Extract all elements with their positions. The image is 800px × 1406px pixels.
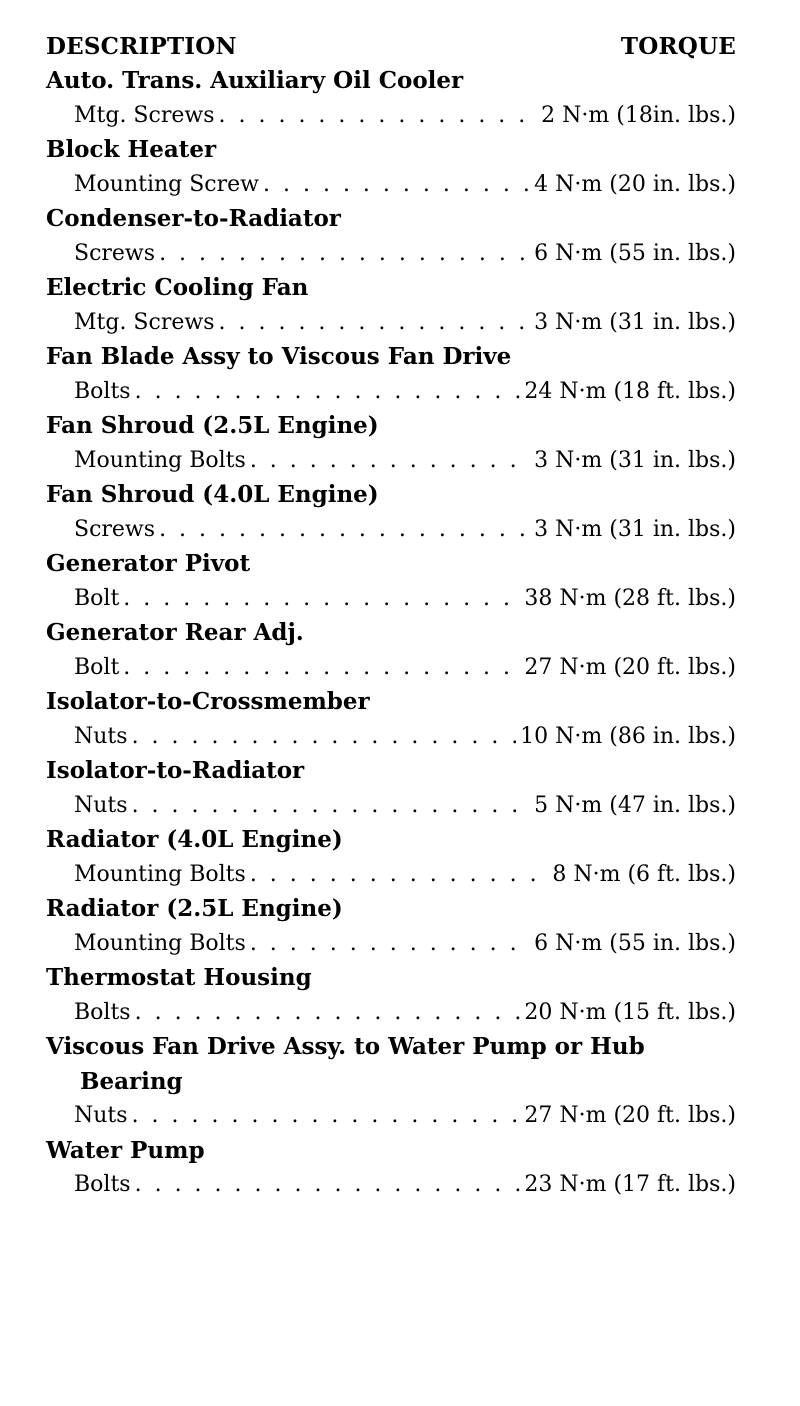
description-column-header: DESCRIPTION [46,33,237,60]
entry-title: Isolator-to-Crossmember [46,688,370,715]
entry-title: Isolator-to-Radiator [46,757,305,784]
dot-leader [135,375,521,410]
spec-row [46,789,736,824]
spec-row [46,168,736,203]
spec-row [46,306,736,341]
dot-leader [135,996,521,1031]
dot-leader [159,237,530,272]
entry-title: Generator Pivot [46,550,251,577]
spec-entry [46,1134,736,1203]
spec-row [46,858,736,893]
fastener-label: Mtg. Screws [74,102,215,128]
spec-row [46,1099,736,1134]
fastener-label: Mounting Bolts [74,447,246,473]
entry-title-line: Viscous Fan Drive Assy. to Water Pump or Hub [46,1033,645,1060]
spec-entry [46,1030,736,1134]
dot-leader [135,1168,521,1203]
fastener-label: Bolt [74,654,120,680]
entry-title: Fan Shroud (2.5L Engine) [46,412,379,439]
spec-entry [46,340,736,409]
spec-row [46,375,736,410]
entry-title: Radiator (4.0L Engine) [46,826,343,853]
spec-entry [46,616,736,685]
entry-title: Generator Rear Adj. [46,619,304,646]
fastener-label: Screws [74,240,156,266]
torque-value: 2 N·m (18in. lbs.) [541,102,736,128]
torque-value: 3 N·m (31 in. lbs.) [534,309,736,335]
spec-row [46,1168,736,1203]
torque-value: 3 N·m (31 in. lbs.) [534,447,736,473]
torque-value: 20 N·m (15 ft. lbs.) [524,999,736,1025]
entry-title: Radiator (2.5L Engine) [46,895,343,922]
spec-row [46,582,736,617]
dot-leader [159,513,530,548]
entry-title: Electric Cooling Fan [46,274,309,301]
torque-value: 6 N·m (55 in. lbs.) [534,930,736,956]
spec-row [46,99,736,134]
spec-entry [46,64,736,133]
torque-column-header: TORQUE [620,33,736,60]
spec-row [46,513,736,548]
fastener-label: Screws [74,516,156,542]
torque-value: 8 N·m (6 ft. lbs.) [552,861,736,887]
spec-entry [46,547,736,616]
torque-value: 27 N·m (20 ft. lbs.) [524,1103,736,1128]
dot-leader [219,306,531,341]
entry-title [46,1030,736,1099]
torque-value: 38 N·m (28 ft. lbs.) [524,585,736,611]
dot-leader [123,651,520,686]
torque-value: 23 N·m (17 ft. lbs.) [524,1172,736,1197]
spec-entry [46,754,736,823]
dot-leader [250,444,530,479]
fastener-label: Bolt [74,585,120,611]
spec-entry [46,478,736,547]
fastener-label: Nuts [74,792,128,818]
torque-value: 6 N·m (55 in. lbs.) [534,240,736,266]
torque-value: 24 N·m (18 ft. lbs.) [524,378,736,404]
spec-row [46,720,736,755]
dot-leader [132,720,517,755]
spec-entry [46,409,736,478]
fastener-label: Mounting Screw [74,171,259,197]
spec-entry [46,133,736,202]
fastener-label: Nuts [74,1103,128,1128]
fastener-label: Nuts [74,723,128,749]
torque-value: 4 N·m (20 in. lbs.) [534,171,736,197]
torque-value: 5 N·m (47 in. lbs.) [534,792,736,818]
table-header [46,30,736,64]
spec-row [46,651,736,686]
spec-entry [46,271,736,340]
torque-value: 3 N·m (31 in. lbs.) [534,516,736,542]
entry-title-continuation: Bearing [80,1067,183,1095]
spec-row [46,927,736,962]
spec-entry [46,823,736,892]
dot-leader [132,789,531,824]
entry-title: Water Pump [46,1136,205,1164]
dot-leader [219,99,538,134]
dot-leader [132,1099,521,1134]
entry-title: Fan Shroud (4.0L Engine) [46,481,379,508]
entry-title: Auto. Trans. Auxiliary Oil Cooler [46,67,464,94]
dot-leader [123,582,520,617]
dot-leader [250,858,549,893]
entry-title: Thermostat Housing [46,964,312,991]
spec-entry [46,202,736,271]
entry-title: Condenser-to-Radiator [46,205,341,232]
spec-entry [46,892,736,961]
dot-leader [250,927,530,962]
dot-leader [263,168,530,203]
spec-row [46,237,736,272]
fastener-label: Bolts [74,1172,131,1197]
spec-row [46,444,736,479]
fastener-label: Mounting Bolts [74,861,246,887]
torque-spec-table [46,30,736,1203]
entry-title: Block Heater [46,136,217,163]
spec-row [46,996,736,1031]
fastener-label: Mtg. Screws [74,309,215,335]
torque-value: 10 N·m (86 in. lbs.) [520,723,736,749]
torque-value: 27 N·m (20 ft. lbs.) [524,654,736,680]
fastener-label: Mounting Bolts [74,930,246,956]
fastener-label: Bolts [74,999,131,1025]
fastener-label: Bolts [74,378,131,404]
spec-entry [46,961,736,1030]
spec-entry [46,685,736,754]
entry-title: Fan Blade Assy to Viscous Fan Drive [46,343,512,370]
